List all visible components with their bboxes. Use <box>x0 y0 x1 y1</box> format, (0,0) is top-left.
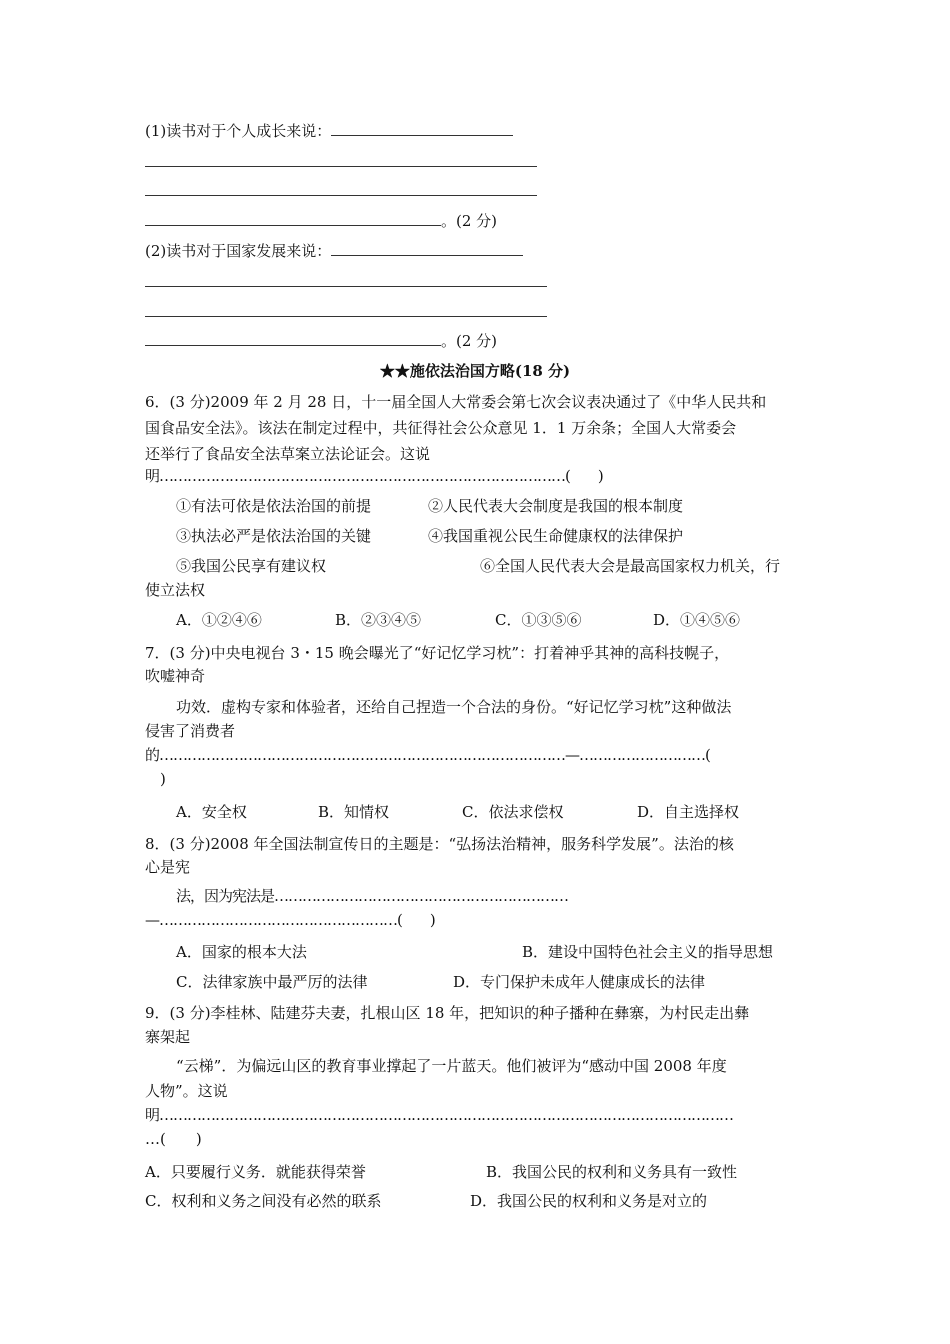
q7-option-c[interactable]: C．依法求偿权 <box>462 803 564 821</box>
q9-stem-line: 9．(3 分)李桂林、陆建芬夫妻，扎根山区 18 年，把知识的种子播种在彝寨，为村民走出彝 <box>145 1004 750 1022</box>
q5-part2-line <box>145 240 523 261</box>
q8-option-c[interactable]: C．法律家族中最严厉的法律 <box>176 973 368 991</box>
answer-blank-line[interactable] <box>145 195 537 196</box>
q9-option-b[interactable]: B．我国公民的权利和义务具有一致性 <box>486 1163 738 1181</box>
q9-stem-line: 明…………………………………………………………………………………………………………… <box>145 1106 734 1124</box>
q9-option-d[interactable]: D．我国公民的权利和义务是对立的 <box>470 1192 708 1210</box>
q6-stem-line: 还举行了食品安全法草案立法论证会。这说 <box>145 445 431 463</box>
answer-blank-line[interactable] <box>145 316 547 317</box>
q5-part2-blank[interactable] <box>331 240 523 256</box>
q6-option-c[interactable]: C．①③⑤⑥ <box>495 611 582 629</box>
q7-stem-line: 7．(3 分)中央电视台 3・15 晚会曝光了“好记忆学习枕”：打着神乎其神的高科技幌子， <box>145 644 730 662</box>
q5-part2-end-line <box>145 330 497 351</box>
q7-stem-line: 吹嘘神奇 <box>145 667 206 685</box>
q7-option-a[interactable]: A．安全权 <box>176 803 247 821</box>
q6-option-a[interactable]: A．①②④⑥ <box>176 611 262 629</box>
q5-part1-end-line <box>145 210 497 231</box>
q9-stem-line: 寨架起 <box>145 1028 191 1046</box>
q9-stem-line: “云梯”．为偏远山区的教育事业撑起了一片蓝天。他们被评为“感动中国 2008 年度 <box>176 1057 727 1075</box>
q7-option-d[interactable]: D．自主选择权 <box>637 803 740 821</box>
q7-stem-line: 功效．虚构专家和体验者，还给自己捏造一个合法的身份。“好记忆学习枕”这种做法 <box>176 698 732 716</box>
q7-stem-line: ) <box>160 770 166 788</box>
q6-item: ③执法必严是依法治国的关键 <box>176 527 372 545</box>
q6-item-cont: 使立法权 <box>145 581 206 599</box>
answer-blank-line[interactable] <box>145 286 547 287</box>
q5-part2-label: (2)读书对于国家发展来说： <box>145 242 332 260</box>
q9-option-a[interactable]: A．只要履行义务．就能获得荣誉 <box>145 1163 366 1181</box>
q8-stem-line: 8．(3 分)2008 年全国法制宣传日的主题是：“弘扬法治精神，服务科学发展”。法治的核 <box>145 835 734 853</box>
q6-item: ⑤我国公民享有建议权 <box>176 557 327 575</box>
q8-stem-line: 法，因为宪法是……………………………………………………… <box>176 887 569 905</box>
q5-part2-score: 。(2 分) <box>441 332 498 350</box>
q7-stem-line: 侵害了消费者 <box>145 722 236 740</box>
q9-stem-line: …( ) <box>145 1130 202 1148</box>
q5-part1-end-blank[interactable] <box>145 210 441 226</box>
q7-stem-line: 的……………………………………………………………………………—………………………( <box>145 746 710 764</box>
q6-item: ①有法可依是依法治国的前提 <box>176 497 372 515</box>
q6-stem-line: 国食品安全法》。该法在制定过程中，共征得社会公众意见 1．1 万余条；全国人大常委会 <box>145 419 737 437</box>
q8-option-d[interactable]: D．专门保护未成年人健康成长的法律 <box>453 973 706 991</box>
q8-option-b[interactable]: B．建设中国特色社会主义的指导思想 <box>522 943 774 961</box>
section-title: ★★施依法治国方略(18 分) <box>379 362 571 380</box>
q6-stem-line: 6．(3 分)2009 年 2 月 28 日，十一届全国人大常委会第七次会议表决通过了《中华人民共和 <box>145 393 767 411</box>
q8-stem-line: 心是宪 <box>145 858 191 876</box>
q5-part1-blank[interactable] <box>331 120 513 136</box>
q9-option-c[interactable]: C．权利和义务之间没有必然的联系 <box>145 1192 382 1210</box>
q6-item: ⑥全国人民代表大会是最高国家权力机关，行 <box>480 557 781 575</box>
answer-blank-line[interactable] <box>145 166 537 167</box>
q8-option-a[interactable]: A．国家的根本大法 <box>176 943 307 961</box>
q8-stem-line: —……………………………………………( ) <box>145 911 435 929</box>
q5-part2-end-blank[interactable] <box>145 330 441 346</box>
q5-part1-score: 。(2 分) <box>441 212 498 230</box>
q6-item: ②人民代表大会制度是我国的根本制度 <box>428 497 684 515</box>
q5-part1-label: (1)读书对于个人成长来说： <box>145 122 332 140</box>
q7-option-b[interactable]: B．知情权 <box>318 803 390 821</box>
q6-stem-line: 明……………………………………………………………………………( ) <box>145 467 603 485</box>
q6-option-d[interactable]: D．①④⑤⑥ <box>653 611 741 629</box>
q6-item: ④我国重视公民生命健康权的法律保护 <box>428 527 684 545</box>
q6-option-b[interactable]: B．②③④⑤ <box>335 611 422 629</box>
q5-part1-line <box>145 120 513 141</box>
q9-stem-line: 人物”。这说 <box>145 1082 228 1100</box>
